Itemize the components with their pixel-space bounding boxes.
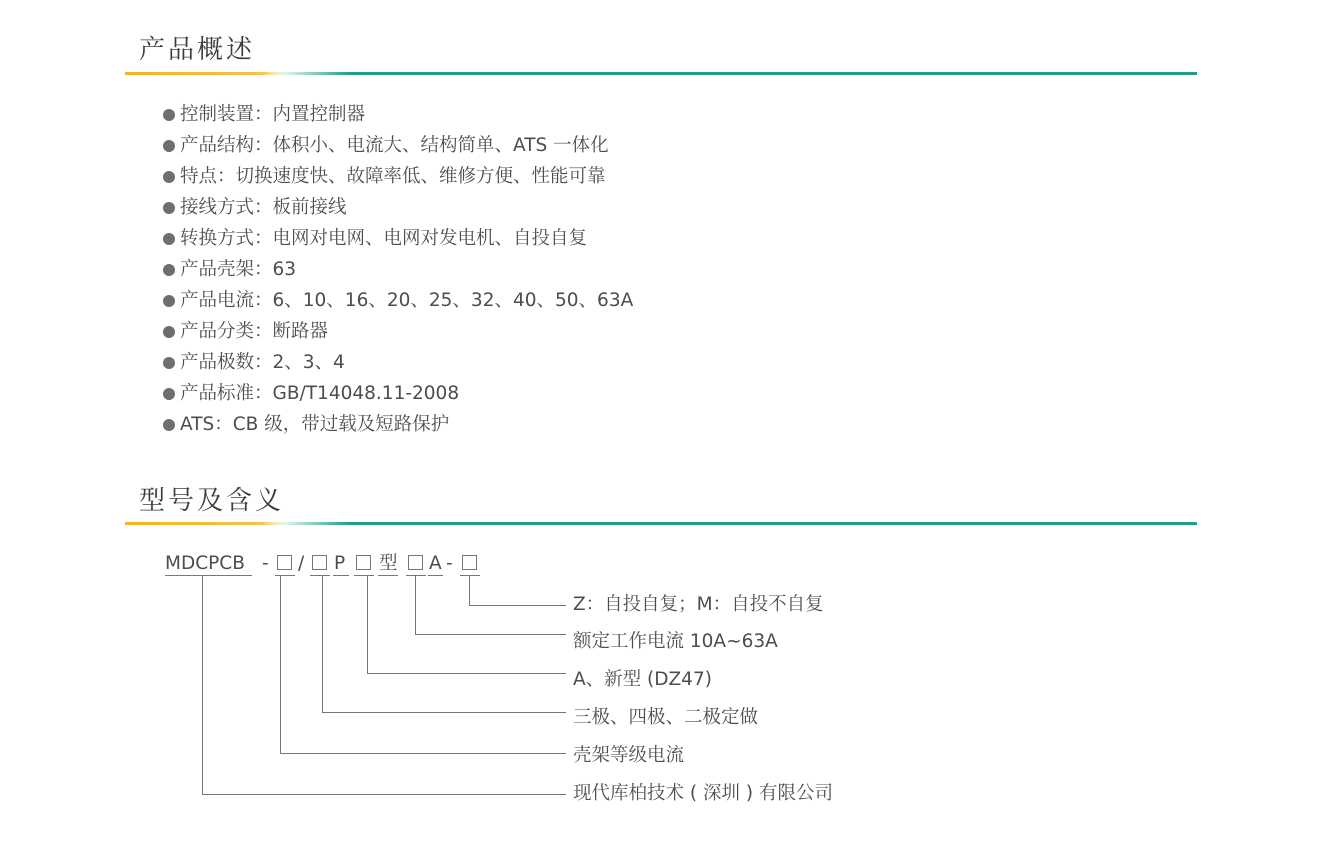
bullet-icon — [163, 295, 175, 307]
bullet-icon — [163, 233, 175, 245]
legend-item: Z：自投自复；M：自投不自复 — [573, 594, 824, 615]
placeholder-box-icon — [356, 555, 371, 570]
placeholder-box-icon — [462, 555, 477, 570]
model-title-rule — [125, 522, 1197, 525]
feature-item: 产品标准：GB/T14048.11-2008 — [163, 378, 633, 409]
feature-item: 控制装置：内置控制器 — [163, 99, 633, 130]
feature-list — [163, 99, 633, 440]
feature-item: ATS：CB 级，带过载及短路保护 — [163, 409, 633, 440]
model-slash: / — [298, 553, 305, 574]
legend-item: 现代库柏技术 ( 深圳 ) 有限公司 — [573, 783, 833, 804]
model-prefix-underline — [165, 575, 252, 576]
feature-item: 产品结构：体积小、电流大、结构简单、ATS 一体化 — [163, 130, 633, 161]
legend-item: 三极、四极、二极定做 — [573, 707, 759, 728]
legend-item: 额定工作电流 10A~63A — [573, 631, 778, 652]
model-a: A — [429, 553, 442, 574]
feature-item: 产品电流：6、10、16、20、25、32、40、50、63A — [163, 285, 633, 316]
feature-item: 接线方式：板前接线 — [163, 192, 633, 223]
overview-title: 产品概述 — [139, 35, 256, 65]
model-dash: - — [446, 553, 453, 574]
feature-item: 产品分类：断路器 — [163, 316, 633, 347]
feature-item: 特点：切换速度快、故障率低、维修方便、性能可靠 — [163, 161, 633, 192]
bullet-icon — [163, 419, 175, 431]
bullet-icon — [163, 140, 175, 152]
bullet-icon — [163, 264, 175, 276]
model-prefix: MDCPCB — [165, 553, 245, 574]
feature-item: 产品壳架：63 — [163, 254, 633, 285]
bullet-icon — [163, 388, 175, 400]
legend-item: A、新型 (DZ47) — [573, 669, 712, 690]
feature-item: 转换方式：电网对电网、电网对发电机、自投自复 — [163, 223, 633, 254]
bullet-icon — [163, 357, 175, 369]
model-title: 型号及含义 — [139, 486, 285, 516]
bullet-icon — [163, 109, 175, 121]
model-dash: - — [262, 553, 269, 574]
placeholder-box-icon — [312, 555, 327, 570]
legend-item: 壳架等级电流 — [573, 745, 685, 766]
feature-item: 产品极数：2、3、4 — [163, 347, 633, 378]
bullet-icon — [163, 202, 175, 214]
overview-title-rule — [125, 72, 1197, 75]
placeholder-box-icon — [277, 555, 292, 570]
model-p: P — [334, 553, 346, 574]
bullet-icon — [163, 326, 175, 338]
model-type: 型 — [379, 553, 398, 574]
bullet-icon — [163, 171, 175, 183]
placeholder-box-icon — [408, 555, 423, 570]
